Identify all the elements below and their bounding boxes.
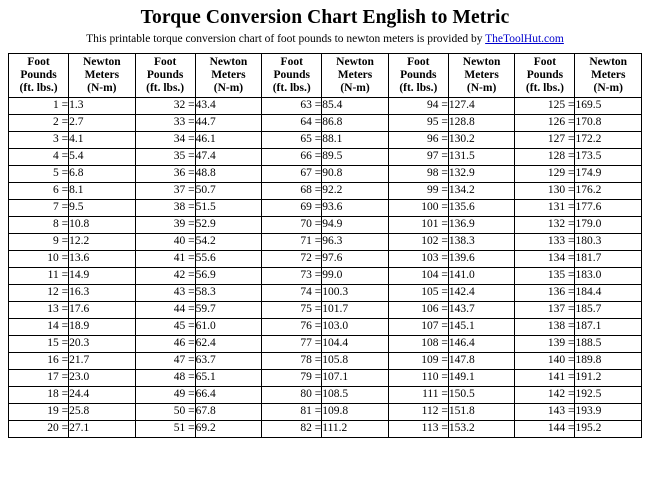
cell-newton-meters: 111.2 bbox=[322, 420, 389, 437]
table-row bbox=[9, 250, 642, 267]
cell-newton-meters: 93.6 bbox=[322, 199, 389, 216]
header-cell-foot-pounds-4 bbox=[388, 53, 448, 97]
cell-foot-pounds: 128 = bbox=[515, 148, 575, 165]
cell-newton-meters: 105.8 bbox=[322, 352, 389, 369]
cell-newton-meters: 128.8 bbox=[448, 114, 515, 131]
cell-newton-meters: 66.4 bbox=[195, 386, 262, 403]
cell-newton-meters: 46.1 bbox=[195, 131, 262, 148]
cell-foot-pounds: 73 = bbox=[262, 267, 322, 284]
cell-newton-meters: 9.5 bbox=[69, 199, 136, 216]
header-line-3: (ft. lbs.) bbox=[525, 81, 564, 94]
header-cell-foot-pounds-3 bbox=[262, 53, 322, 97]
cell-foot-pounds: 19 = bbox=[9, 403, 69, 420]
table-row bbox=[9, 403, 642, 420]
cell-newton-meters: 51.5 bbox=[195, 199, 262, 216]
cell-newton-meters: 97.6 bbox=[322, 250, 389, 267]
header-line-2: Meters bbox=[464, 68, 499, 81]
cell-foot-pounds: 1 = bbox=[9, 97, 69, 114]
cell-newton-meters: 27.1 bbox=[69, 420, 136, 437]
cell-newton-meters: 23.0 bbox=[69, 369, 136, 386]
cell-foot-pounds: 10 = bbox=[9, 250, 69, 267]
header-cell-foot-pounds-5 bbox=[515, 53, 575, 97]
cell-foot-pounds: 34 = bbox=[135, 131, 195, 148]
cell-foot-pounds: 13 = bbox=[9, 301, 69, 318]
cell-newton-meters: 109.8 bbox=[322, 403, 389, 420]
cell-foot-pounds: 131 = bbox=[515, 199, 575, 216]
cell-foot-pounds: 82 = bbox=[262, 420, 322, 437]
cell-newton-meters: 131.5 bbox=[448, 148, 515, 165]
cell-newton-meters: 172.2 bbox=[575, 131, 642, 148]
cell-newton-meters: 147.8 bbox=[448, 352, 515, 369]
cell-newton-meters: 21.7 bbox=[69, 352, 136, 369]
header-line-2: Pounds bbox=[400, 68, 437, 81]
cell-foot-pounds: 50 = bbox=[135, 403, 195, 420]
cell-newton-meters: 43.4 bbox=[195, 97, 262, 114]
header-line-3: (N-m) bbox=[87, 81, 117, 94]
header-cell-newton-meters-3 bbox=[322, 53, 389, 97]
cell-newton-meters: 188.5 bbox=[575, 335, 642, 352]
cell-foot-pounds: 104 = bbox=[388, 267, 448, 284]
header-cell-newton-meters-4 bbox=[448, 53, 515, 97]
header-line-2: Meters bbox=[590, 68, 626, 81]
cell-newton-meters: 104.4 bbox=[322, 335, 389, 352]
cell-foot-pounds: 113 = bbox=[388, 420, 448, 437]
header-line-3: (ft. lbs.) bbox=[399, 81, 438, 94]
cell-foot-pounds: 9 = bbox=[9, 233, 69, 250]
cell-foot-pounds: 5 = bbox=[9, 165, 69, 182]
cell-newton-meters: 107.1 bbox=[322, 369, 389, 386]
cell-newton-meters: 94.9 bbox=[322, 216, 389, 233]
table-body bbox=[9, 97, 642, 437]
cell-newton-meters: 179.0 bbox=[575, 216, 642, 233]
cell-newton-meters: 12.2 bbox=[69, 233, 136, 250]
cell-newton-meters: 181.7 bbox=[575, 250, 642, 267]
header-line-2: Pounds bbox=[20, 68, 57, 81]
cell-newton-meters: 55.6 bbox=[195, 250, 262, 267]
cell-newton-meters: 62.4 bbox=[195, 335, 262, 352]
header-line-1: Foot bbox=[153, 55, 177, 68]
cell-foot-pounds: 144 = bbox=[515, 420, 575, 437]
cell-foot-pounds: 137 = bbox=[515, 301, 575, 318]
cell-newton-meters: 191.2 bbox=[575, 369, 642, 386]
header-cell-newton-meters-2 bbox=[195, 53, 262, 97]
table-row bbox=[9, 284, 642, 301]
cell-newton-meters: 170.8 bbox=[575, 114, 642, 131]
cell-newton-meters: 149.1 bbox=[448, 369, 515, 386]
cell-newton-meters: 146.4 bbox=[448, 335, 515, 352]
cell-foot-pounds: 108 = bbox=[388, 335, 448, 352]
cell-newton-meters: 134.2 bbox=[448, 182, 515, 199]
cell-newton-meters: 100.3 bbox=[322, 284, 389, 301]
cell-foot-pounds: 99 = bbox=[388, 182, 448, 199]
cell-foot-pounds: 107 = bbox=[388, 318, 448, 335]
cell-newton-meters: 14.9 bbox=[69, 267, 136, 284]
header-line-1: Newton bbox=[82, 55, 121, 68]
table-row bbox=[9, 216, 642, 233]
cell-foot-pounds: 81 = bbox=[262, 403, 322, 420]
cell-foot-pounds: 11 = bbox=[9, 267, 69, 284]
table-row bbox=[9, 301, 642, 318]
cell-newton-meters: 139.6 bbox=[448, 250, 515, 267]
cell-foot-pounds: 94 = bbox=[388, 97, 448, 114]
cell-foot-pounds: 127 = bbox=[515, 131, 575, 148]
table-row bbox=[9, 131, 642, 148]
cell-newton-meters: 10.8 bbox=[69, 216, 136, 233]
header-line-3: (N-m) bbox=[213, 81, 244, 94]
cell-newton-meters: 184.4 bbox=[575, 284, 642, 301]
cell-newton-meters: 176.2 bbox=[575, 182, 642, 199]
cell-newton-meters: 173.5 bbox=[575, 148, 642, 165]
cell-newton-meters: 135.6 bbox=[448, 199, 515, 216]
header-cell-newton-meters-5 bbox=[575, 53, 642, 97]
cell-foot-pounds: 138 = bbox=[515, 318, 575, 335]
cell-foot-pounds: 69 = bbox=[262, 199, 322, 216]
table-row bbox=[9, 148, 642, 165]
cell-foot-pounds: 111 = bbox=[388, 386, 448, 403]
cell-foot-pounds: 125 = bbox=[515, 97, 575, 114]
cell-foot-pounds: 126 = bbox=[515, 114, 575, 131]
cell-foot-pounds: 3 = bbox=[9, 131, 69, 148]
cell-foot-pounds: 63 = bbox=[262, 97, 322, 114]
cell-newton-meters: 17.6 bbox=[69, 301, 136, 318]
cell-newton-meters: 88.1 bbox=[322, 131, 389, 148]
cell-foot-pounds: 103 = bbox=[388, 250, 448, 267]
cell-newton-meters: 59.7 bbox=[195, 301, 262, 318]
cell-foot-pounds: 46 = bbox=[135, 335, 195, 352]
cell-newton-meters: 153.2 bbox=[448, 420, 515, 437]
cell-foot-pounds: 68 = bbox=[262, 182, 322, 199]
cell-newton-meters: 2.7 bbox=[69, 114, 136, 131]
header-line-1: Foot bbox=[280, 55, 303, 68]
cell-foot-pounds: 4 = bbox=[9, 148, 69, 165]
header-line-3: (N-m) bbox=[593, 81, 623, 94]
table-header-row bbox=[9, 53, 642, 97]
table-row bbox=[9, 318, 642, 335]
cell-foot-pounds: 35 = bbox=[135, 148, 195, 165]
cell-foot-pounds: 72 = bbox=[262, 250, 322, 267]
subtitle-text: This printable torque conversion chart of foot pounds to newton meters is provided by bbox=[86, 33, 486, 46]
cell-foot-pounds: 79 = bbox=[262, 369, 322, 386]
cell-newton-meters: 20.3 bbox=[69, 335, 136, 352]
cell-newton-meters: 1.3 bbox=[69, 97, 136, 114]
cell-foot-pounds: 141 = bbox=[515, 369, 575, 386]
cell-foot-pounds: 76 = bbox=[262, 318, 322, 335]
cell-foot-pounds: 112 = bbox=[388, 403, 448, 420]
cell-foot-pounds: 48 = bbox=[135, 369, 195, 386]
header-line-2: Pounds bbox=[273, 68, 310, 81]
cell-foot-pounds: 47 = bbox=[135, 352, 195, 369]
cell-foot-pounds: 42 = bbox=[135, 267, 195, 284]
cell-newton-meters: 13.6 bbox=[69, 250, 136, 267]
cell-foot-pounds: 67 = bbox=[262, 165, 322, 182]
cell-foot-pounds: 70 = bbox=[262, 216, 322, 233]
cell-newton-meters: 67.8 bbox=[195, 403, 262, 420]
cell-newton-meters: 4.1 bbox=[69, 131, 136, 148]
cell-foot-pounds: 16 = bbox=[9, 352, 69, 369]
cell-foot-pounds: 110 = bbox=[388, 369, 448, 386]
cell-foot-pounds: 96 = bbox=[388, 131, 448, 148]
header-line-2: Meters bbox=[211, 68, 246, 81]
cell-foot-pounds: 17 = bbox=[9, 369, 69, 386]
cell-newton-meters: 141.0 bbox=[448, 267, 515, 284]
cell-foot-pounds: 139 = bbox=[515, 335, 575, 352]
table-row bbox=[9, 267, 642, 284]
cell-foot-pounds: 74 = bbox=[262, 284, 322, 301]
cell-foot-pounds: 102 = bbox=[388, 233, 448, 250]
header-line-1: Newton bbox=[209, 55, 248, 68]
cell-foot-pounds: 8 = bbox=[9, 216, 69, 233]
cell-newton-meters: 151.8 bbox=[448, 403, 515, 420]
cell-foot-pounds: 80 = bbox=[262, 386, 322, 403]
page-title: Torque Conversion Chart English to Metric bbox=[140, 7, 510, 28]
cell-foot-pounds: 6 = bbox=[9, 182, 69, 199]
cell-newton-meters: 185.7 bbox=[575, 301, 642, 318]
table-row bbox=[9, 165, 642, 182]
cell-foot-pounds: 44 = bbox=[135, 301, 195, 318]
cell-foot-pounds: 142 = bbox=[515, 386, 575, 403]
page-subtitle bbox=[0, 33, 650, 46]
cell-foot-pounds: 95 = bbox=[388, 114, 448, 131]
cell-foot-pounds: 41 = bbox=[135, 250, 195, 267]
header-line-2: Pounds bbox=[526, 68, 564, 81]
cell-newton-meters: 108.5 bbox=[322, 386, 389, 403]
cell-foot-pounds: 77 = bbox=[262, 335, 322, 352]
header-line-1: Newton bbox=[589, 55, 628, 68]
cell-foot-pounds: 18 = bbox=[9, 386, 69, 403]
header-line-1: Foot bbox=[533, 55, 557, 68]
cell-foot-pounds: 78 = bbox=[262, 352, 322, 369]
cell-newton-meters: 150.5 bbox=[448, 386, 515, 403]
cell-newton-meters: 193.9 bbox=[575, 403, 642, 420]
cell-newton-meters: 58.3 bbox=[195, 284, 262, 301]
cell-foot-pounds: 101 = bbox=[388, 216, 448, 233]
cell-foot-pounds: 49 = bbox=[135, 386, 195, 403]
header-line-1: Foot bbox=[27, 55, 50, 68]
cell-foot-pounds: 33 = bbox=[135, 114, 195, 131]
cell-newton-meters: 99.0 bbox=[322, 267, 389, 284]
cell-foot-pounds: 40 = bbox=[135, 233, 195, 250]
cell-newton-meters: 177.6 bbox=[575, 199, 642, 216]
cell-newton-meters: 52.9 bbox=[195, 216, 262, 233]
cell-newton-meters: 174.9 bbox=[575, 165, 642, 182]
cell-newton-meters: 6.8 bbox=[69, 165, 136, 182]
table-row bbox=[9, 386, 642, 403]
table-row bbox=[9, 199, 642, 216]
header-line-1: Newton bbox=[336, 55, 374, 68]
table-row bbox=[9, 97, 642, 114]
cell-newton-meters: 92.2 bbox=[322, 182, 389, 199]
cell-newton-meters: 169.5 bbox=[575, 97, 642, 114]
cell-foot-pounds: 65 = bbox=[262, 131, 322, 148]
cell-newton-meters: 183.0 bbox=[575, 267, 642, 284]
cell-newton-meters: 65.1 bbox=[195, 369, 262, 386]
cell-newton-meters: 96.3 bbox=[322, 233, 389, 250]
cell-foot-pounds: 2 = bbox=[9, 114, 69, 131]
cell-foot-pounds: 105 = bbox=[388, 284, 448, 301]
cell-newton-meters: 136.9 bbox=[448, 216, 515, 233]
cell-foot-pounds: 143 = bbox=[515, 403, 575, 420]
table-row bbox=[9, 420, 642, 437]
thetoolhut-link[interactable]: TheToolHut.com bbox=[485, 33, 564, 46]
header-cell-foot-pounds-1 bbox=[9, 53, 69, 97]
cell-foot-pounds: 129 = bbox=[515, 165, 575, 182]
cell-foot-pounds: 100 = bbox=[388, 199, 448, 216]
cell-newton-meters: 101.7 bbox=[322, 301, 389, 318]
table-container bbox=[0, 53, 650, 438]
cell-newton-meters: 85.4 bbox=[322, 97, 389, 114]
cell-newton-meters: 5.4 bbox=[69, 148, 136, 165]
cell-foot-pounds: 135 = bbox=[515, 267, 575, 284]
cell-foot-pounds: 20 = bbox=[9, 420, 69, 437]
cell-newton-meters: 138.3 bbox=[448, 233, 515, 250]
cell-foot-pounds: 97 = bbox=[388, 148, 448, 165]
cell-newton-meters: 143.7 bbox=[448, 301, 515, 318]
cell-newton-meters: 187.1 bbox=[575, 318, 642, 335]
cell-foot-pounds: 51 = bbox=[135, 420, 195, 437]
cell-newton-meters: 61.0 bbox=[195, 318, 262, 335]
cell-foot-pounds: 64 = bbox=[262, 114, 322, 131]
cell-newton-meters: 130.2 bbox=[448, 131, 515, 148]
cell-newton-meters: 195.2 bbox=[575, 420, 642, 437]
cell-newton-meters: 18.9 bbox=[69, 318, 136, 335]
table-header bbox=[9, 53, 642, 97]
cell-newton-meters: 50.7 bbox=[195, 182, 262, 199]
table-row bbox=[9, 369, 642, 386]
cell-foot-pounds: 106 = bbox=[388, 301, 448, 318]
cell-newton-meters: 142.4 bbox=[448, 284, 515, 301]
cell-newton-meters: 16.3 bbox=[69, 284, 136, 301]
cell-newton-meters: 127.4 bbox=[448, 97, 515, 114]
cell-foot-pounds: 14 = bbox=[9, 318, 69, 335]
header-line-3: (N-m) bbox=[466, 81, 497, 94]
cell-newton-meters: 103.0 bbox=[322, 318, 389, 335]
cell-foot-pounds: 15 = bbox=[9, 335, 69, 352]
torque-conversion-table bbox=[8, 53, 642, 438]
header-cell-foot-pounds-2 bbox=[135, 53, 195, 97]
cell-foot-pounds: 32 = bbox=[135, 97, 195, 114]
cell-newton-meters: 180.3 bbox=[575, 233, 642, 250]
cell-newton-meters: 44.7 bbox=[195, 114, 262, 131]
cell-foot-pounds: 133 = bbox=[515, 233, 575, 250]
cell-newton-meters: 47.4 bbox=[195, 148, 262, 165]
header-line-3: (ft. lbs.) bbox=[272, 81, 311, 94]
table-row bbox=[9, 114, 642, 131]
cell-foot-pounds: 66 = bbox=[262, 148, 322, 165]
cell-newton-meters: 90.8 bbox=[322, 165, 389, 182]
cell-foot-pounds: 36 = bbox=[135, 165, 195, 182]
cell-newton-meters: 24.4 bbox=[69, 386, 136, 403]
table-row bbox=[9, 335, 642, 352]
cell-foot-pounds: 39 = bbox=[135, 216, 195, 233]
header-line-1: Newton bbox=[462, 55, 501, 68]
header-line-3: (ft. lbs.) bbox=[19, 81, 58, 94]
cell-newton-meters: 25.8 bbox=[69, 403, 136, 420]
table-row bbox=[9, 182, 642, 199]
cell-foot-pounds: 130 = bbox=[515, 182, 575, 199]
header-line-2: Meters bbox=[84, 68, 120, 81]
cell-newton-meters: 132.9 bbox=[448, 165, 515, 182]
printable-chart-page bbox=[0, 7, 650, 497]
cell-foot-pounds: 109 = bbox=[388, 352, 448, 369]
cell-foot-pounds: 98 = bbox=[388, 165, 448, 182]
cell-newton-meters: 89.5 bbox=[322, 148, 389, 165]
cell-newton-meters: 69.2 bbox=[195, 420, 262, 437]
table-row bbox=[9, 233, 642, 250]
table-row bbox=[9, 352, 642, 369]
cell-foot-pounds: 140 = bbox=[515, 352, 575, 369]
cell-newton-meters: 54.2 bbox=[195, 233, 262, 250]
cell-foot-pounds: 12 = bbox=[9, 284, 69, 301]
cell-foot-pounds: 75 = bbox=[262, 301, 322, 318]
cell-foot-pounds: 38 = bbox=[135, 199, 195, 216]
cell-foot-pounds: 7 = bbox=[9, 199, 69, 216]
cell-newton-meters: 63.7 bbox=[195, 352, 262, 369]
header-cell-newton-meters-1 bbox=[69, 53, 136, 97]
cell-foot-pounds: 71 = bbox=[262, 233, 322, 250]
header-line-2: Pounds bbox=[146, 68, 184, 81]
cell-newton-meters: 56.9 bbox=[195, 267, 262, 284]
cell-foot-pounds: 43 = bbox=[135, 284, 195, 301]
header-line-3: (ft. lbs.) bbox=[146, 81, 185, 94]
header-line-1: Foot bbox=[407, 55, 430, 68]
cell-foot-pounds: 37 = bbox=[135, 182, 195, 199]
cell-newton-meters: 145.1 bbox=[448, 318, 515, 335]
cell-newton-meters: 48.8 bbox=[195, 165, 262, 182]
cell-foot-pounds: 134 = bbox=[515, 250, 575, 267]
cell-newton-meters: 189.8 bbox=[575, 352, 642, 369]
cell-newton-meters: 86.8 bbox=[322, 114, 389, 131]
cell-foot-pounds: 136 = bbox=[515, 284, 575, 301]
cell-foot-pounds: 132 = bbox=[515, 216, 575, 233]
cell-newton-meters: 8.1 bbox=[69, 182, 136, 199]
header-line-3: (N-m) bbox=[340, 81, 370, 94]
header-line-2: Meters bbox=[337, 68, 373, 81]
cell-newton-meters: 192.5 bbox=[575, 386, 642, 403]
cell-foot-pounds: 45 = bbox=[135, 318, 195, 335]
